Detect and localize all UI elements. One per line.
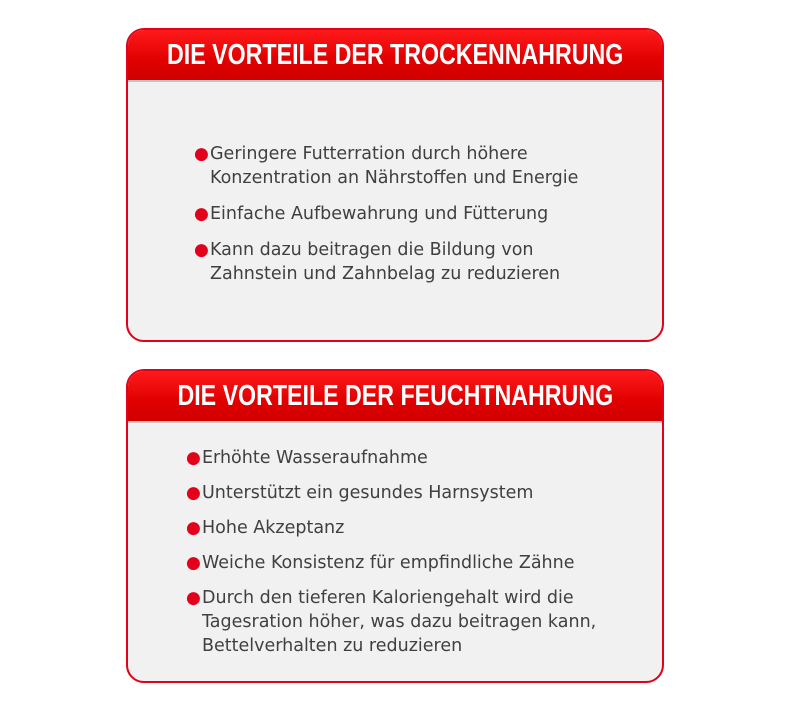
list-item xyxy=(186,516,596,540)
list-item-text: Geringere Futterration durch höhere Konzentration an Nährstoffen und Energie xyxy=(210,144,579,188)
list-item-text: Durch den tieferen Kaloriengehalt wird die Tagesration höher, was dazu beitragen kann, Bettelverhalten zu reduzieren xyxy=(202,588,597,656)
list-item-text: Hohe Akzeptanz xyxy=(202,518,345,538)
list-item-text: Einfache Aufbewahrung und Fütterung xyxy=(210,204,549,224)
bullet-dot-icon: ● xyxy=(194,240,209,260)
bullet-dot-icon: ● xyxy=(186,448,201,468)
wet-food-header xyxy=(128,371,662,423)
bullet-dot-icon: ● xyxy=(186,518,201,538)
list-item-text: Unterstützt ein gesundes Harnsystem xyxy=(202,483,534,503)
bullet-dot-icon: ● xyxy=(194,204,209,224)
dry-food-benefits-card xyxy=(126,28,664,342)
list-item xyxy=(194,238,578,286)
list-item xyxy=(186,446,596,470)
wet-food-benefits-list xyxy=(186,446,596,669)
dry-food-header xyxy=(128,30,662,82)
list-item-text: Kann dazu beitragen die Bildung von Zahnstein und Zahnbelag zu reduzieren xyxy=(210,240,561,284)
dry-food-benefits-list xyxy=(194,142,578,298)
wet-food-benefits-card xyxy=(126,369,664,683)
bullet-dot-icon: ● xyxy=(186,483,201,503)
list-item xyxy=(186,481,596,505)
list-item xyxy=(186,586,596,658)
list-item-text: Weiche Konsistenz für empfindliche Zähne xyxy=(202,553,575,573)
bullet-dot-icon: ● xyxy=(194,144,209,164)
wet-food-title: DIE VORTEILE DER FEUCHTNAHRUNG xyxy=(177,379,613,412)
list-item xyxy=(186,551,596,575)
bullet-dot-icon: ● xyxy=(186,588,201,608)
list-item-text: Erhöhte Wasseraufnahme xyxy=(202,448,428,468)
list-item xyxy=(194,142,578,190)
bullet-dot-icon: ● xyxy=(186,553,201,573)
dry-food-title: DIE VORTEILE DER TROCKENNAHRUNG xyxy=(166,38,624,71)
list-item xyxy=(194,202,578,226)
